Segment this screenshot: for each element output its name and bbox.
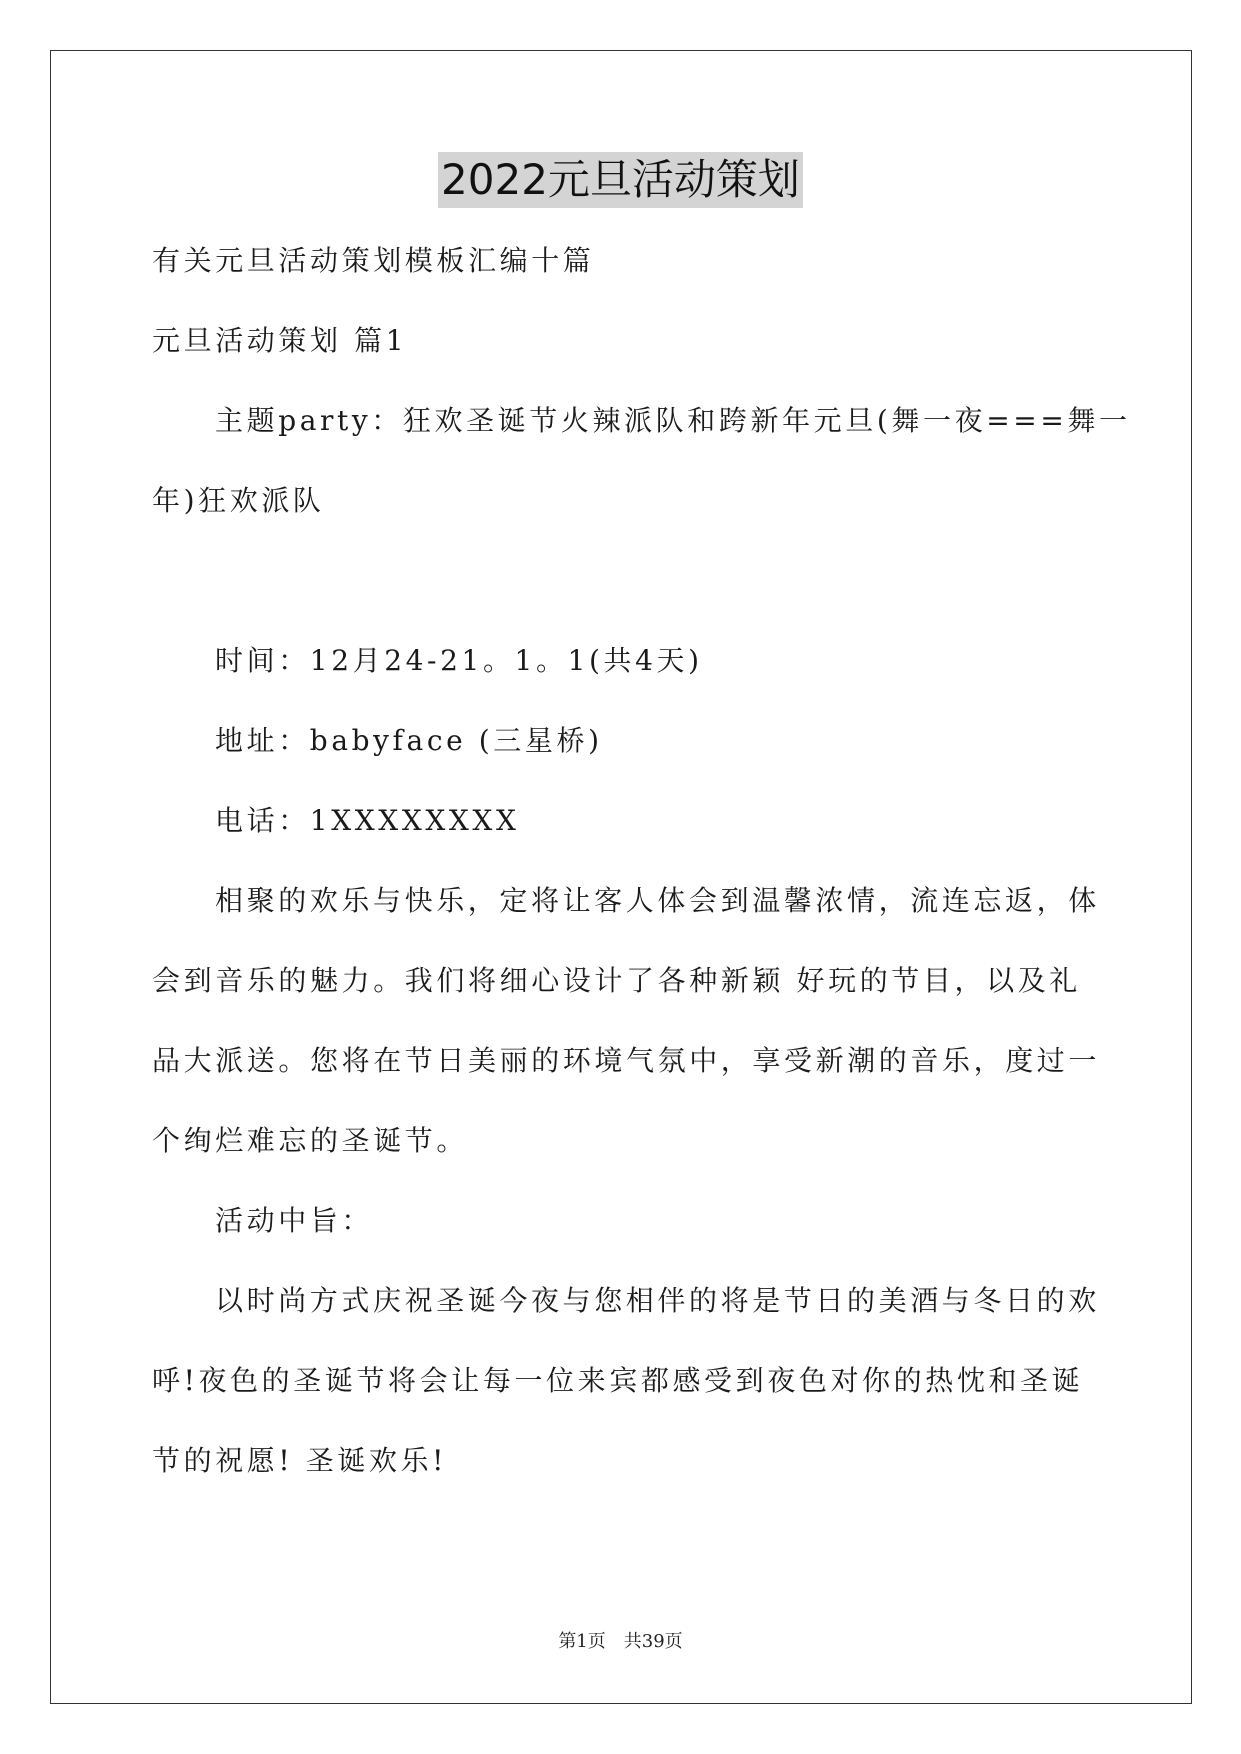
- page-number-footer: 第1页 共39页: [558, 1631, 683, 1652]
- paragraph-line: 品大派送。您将在节日美丽的环境气氛中，享受新潮的音乐，度过一: [152, 1044, 1101, 1077]
- document-title: 2022元旦活动策划: [438, 152, 803, 208]
- paragraph-line: 活动中旨：: [215, 1204, 374, 1237]
- paragraph-line: 节的祝愿! 圣诞欢乐!: [152, 1444, 448, 1477]
- paragraph-line: 相聚的欢乐与快乐，定将让客人体会到温馨浓情，流连忘返，体: [215, 884, 1100, 917]
- paragraph-line: 主题party：狂欢圣诞节火辣派队和跨新年元旦(舞一夜===舞一: [215, 404, 1131, 437]
- subtitle-line: 有关元旦活动策划模板汇编十篇: [152, 244, 595, 277]
- paragraph-line: 会到音乐的魅力。我们将细心设计了各种新颖 好玩的节目，以及礼: [152, 964, 1081, 997]
- paragraph-line: 时间：12月24-21。1。1(共4天): [215, 644, 703, 677]
- title-container: [0, 152, 1241, 208]
- paragraph-line: 以时尚方式庆祝圣诞今夜与您相伴的将是节日的美酒与冬日的欢: [215, 1284, 1100, 1317]
- paragraph-line: 个绚烂难忘的圣诞节。: [152, 1124, 469, 1157]
- paragraph-line: 呼!夜色的圣诞节将会让每一位来宾都感受到夜色对你的热忱和圣诞: [152, 1364, 1084, 1397]
- paragraph-line: 电话：1XXXXXXXX: [215, 804, 520, 837]
- paragraph-line: 年)狂欢派队: [152, 484, 325, 517]
- section-heading: 元旦活动策划 篇1: [152, 324, 408, 357]
- paragraph-line: 地址：babyface (三星桥): [215, 724, 603, 757]
